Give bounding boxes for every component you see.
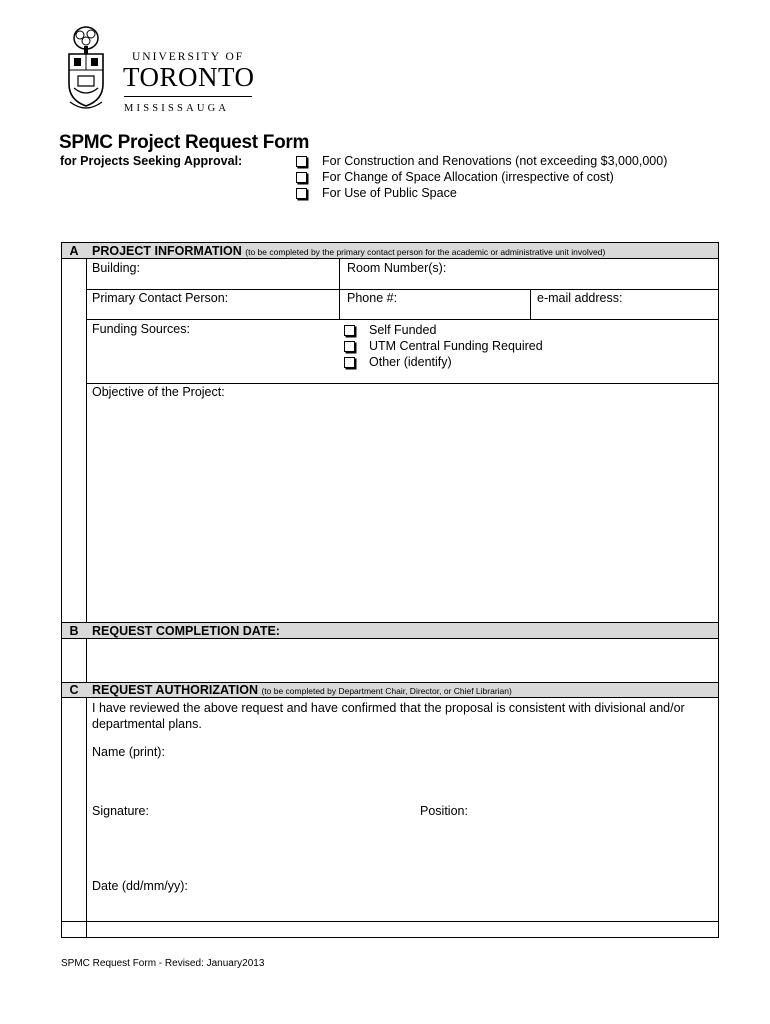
phone-label: Phone #: [347, 291, 398, 305]
option-label: For Construction and Renovations (not exceeding $3,000,000) [322, 154, 668, 168]
position-label: Position: [420, 804, 468, 818]
section-c-title [92, 683, 512, 697]
email-label: e-mail address: [537, 291, 623, 305]
logo-rule [124, 96, 252, 97]
checkbox-icon[interactable] [344, 357, 355, 368]
authorization-statement: I have reviewed the above request and have confirmed that the proposal is consistent with divisional and/or departmental plans. [92, 701, 685, 731]
form-title: SPMC Project Request Form [59, 132, 310, 153]
checkbox-icon[interactable] [296, 172, 307, 183]
section-a-letter: A [69, 244, 79, 258]
approval-option-construction[interactable] [294, 153, 667, 169]
option-label: UTM Central Funding Required [369, 339, 543, 353]
bottom-row-divider [62, 921, 718, 922]
section-b-letter: B [69, 624, 79, 638]
column-divider [530, 289, 531, 320]
checkbox-icon[interactable] [344, 325, 355, 336]
section-a-note: (to be completed by the primary contact person for the academic or administrative unit involved) [245, 247, 606, 257]
footer-revision: SPMC Request Form - Revised: January2013 [61, 958, 265, 969]
option-label: Other (identify) [369, 355, 452, 369]
approval-option-space[interactable] [294, 169, 667, 185]
objective-label: Objective of the Project: [92, 385, 225, 399]
option-label: For Change of Space Allocation (irrespective of cost) [322, 170, 614, 184]
section-b-title: REQUEST COMPLETION DATE: [92, 624, 280, 638]
section-a-title [92, 244, 605, 258]
checkbox-icon[interactable] [344, 341, 355, 352]
funding-option-central[interactable] [342, 338, 543, 354]
approval-option-public[interactable] [294, 185, 667, 201]
logo-line-1: UNIVERSITY OF [132, 51, 245, 63]
contact-label: Primary Contact Person: [92, 291, 229, 305]
logo-line-2: TORONTO [123, 62, 255, 92]
section-c-title-text: REQUEST AUTHORIZATION [92, 683, 258, 697]
funding-label: Funding Sources: [92, 322, 190, 336]
date-label: Date (dd/mm/yy): [92, 879, 188, 893]
crest-icon [64, 24, 108, 110]
funding-options [342, 322, 543, 370]
row-divider [87, 383, 718, 384]
room-label: Room Number(s): [347, 261, 447, 275]
form-subtitle: for Projects Seeking Approval: [60, 154, 243, 168]
section-c-letter: C [69, 683, 79, 697]
approval-options [294, 153, 667, 201]
request-form-table [61, 242, 719, 938]
row-divider [87, 319, 718, 320]
funding-option-other[interactable] [342, 354, 543, 370]
checkbox-icon[interactable] [296, 156, 307, 167]
funding-option-self[interactable] [342, 322, 543, 338]
building-label: Building: [92, 261, 140, 275]
section-a-title-text: PROJECT INFORMATION [92, 244, 242, 258]
section-c-note: (to be completed by Department Chair, Director, or Chief Librarian) [261, 686, 512, 696]
letter-column-divider [86, 243, 87, 937]
option-label: Self Funded [369, 323, 437, 337]
university-logo [64, 24, 255, 114]
signature-label: Signature: [92, 804, 149, 818]
checkbox-icon[interactable] [296, 188, 307, 199]
name-label: Name (print): [92, 745, 165, 759]
option-label: For Use of Public Space [322, 186, 457, 200]
logo-line-3: MISSISSAUGA [124, 103, 230, 114]
row-divider [87, 289, 718, 290]
